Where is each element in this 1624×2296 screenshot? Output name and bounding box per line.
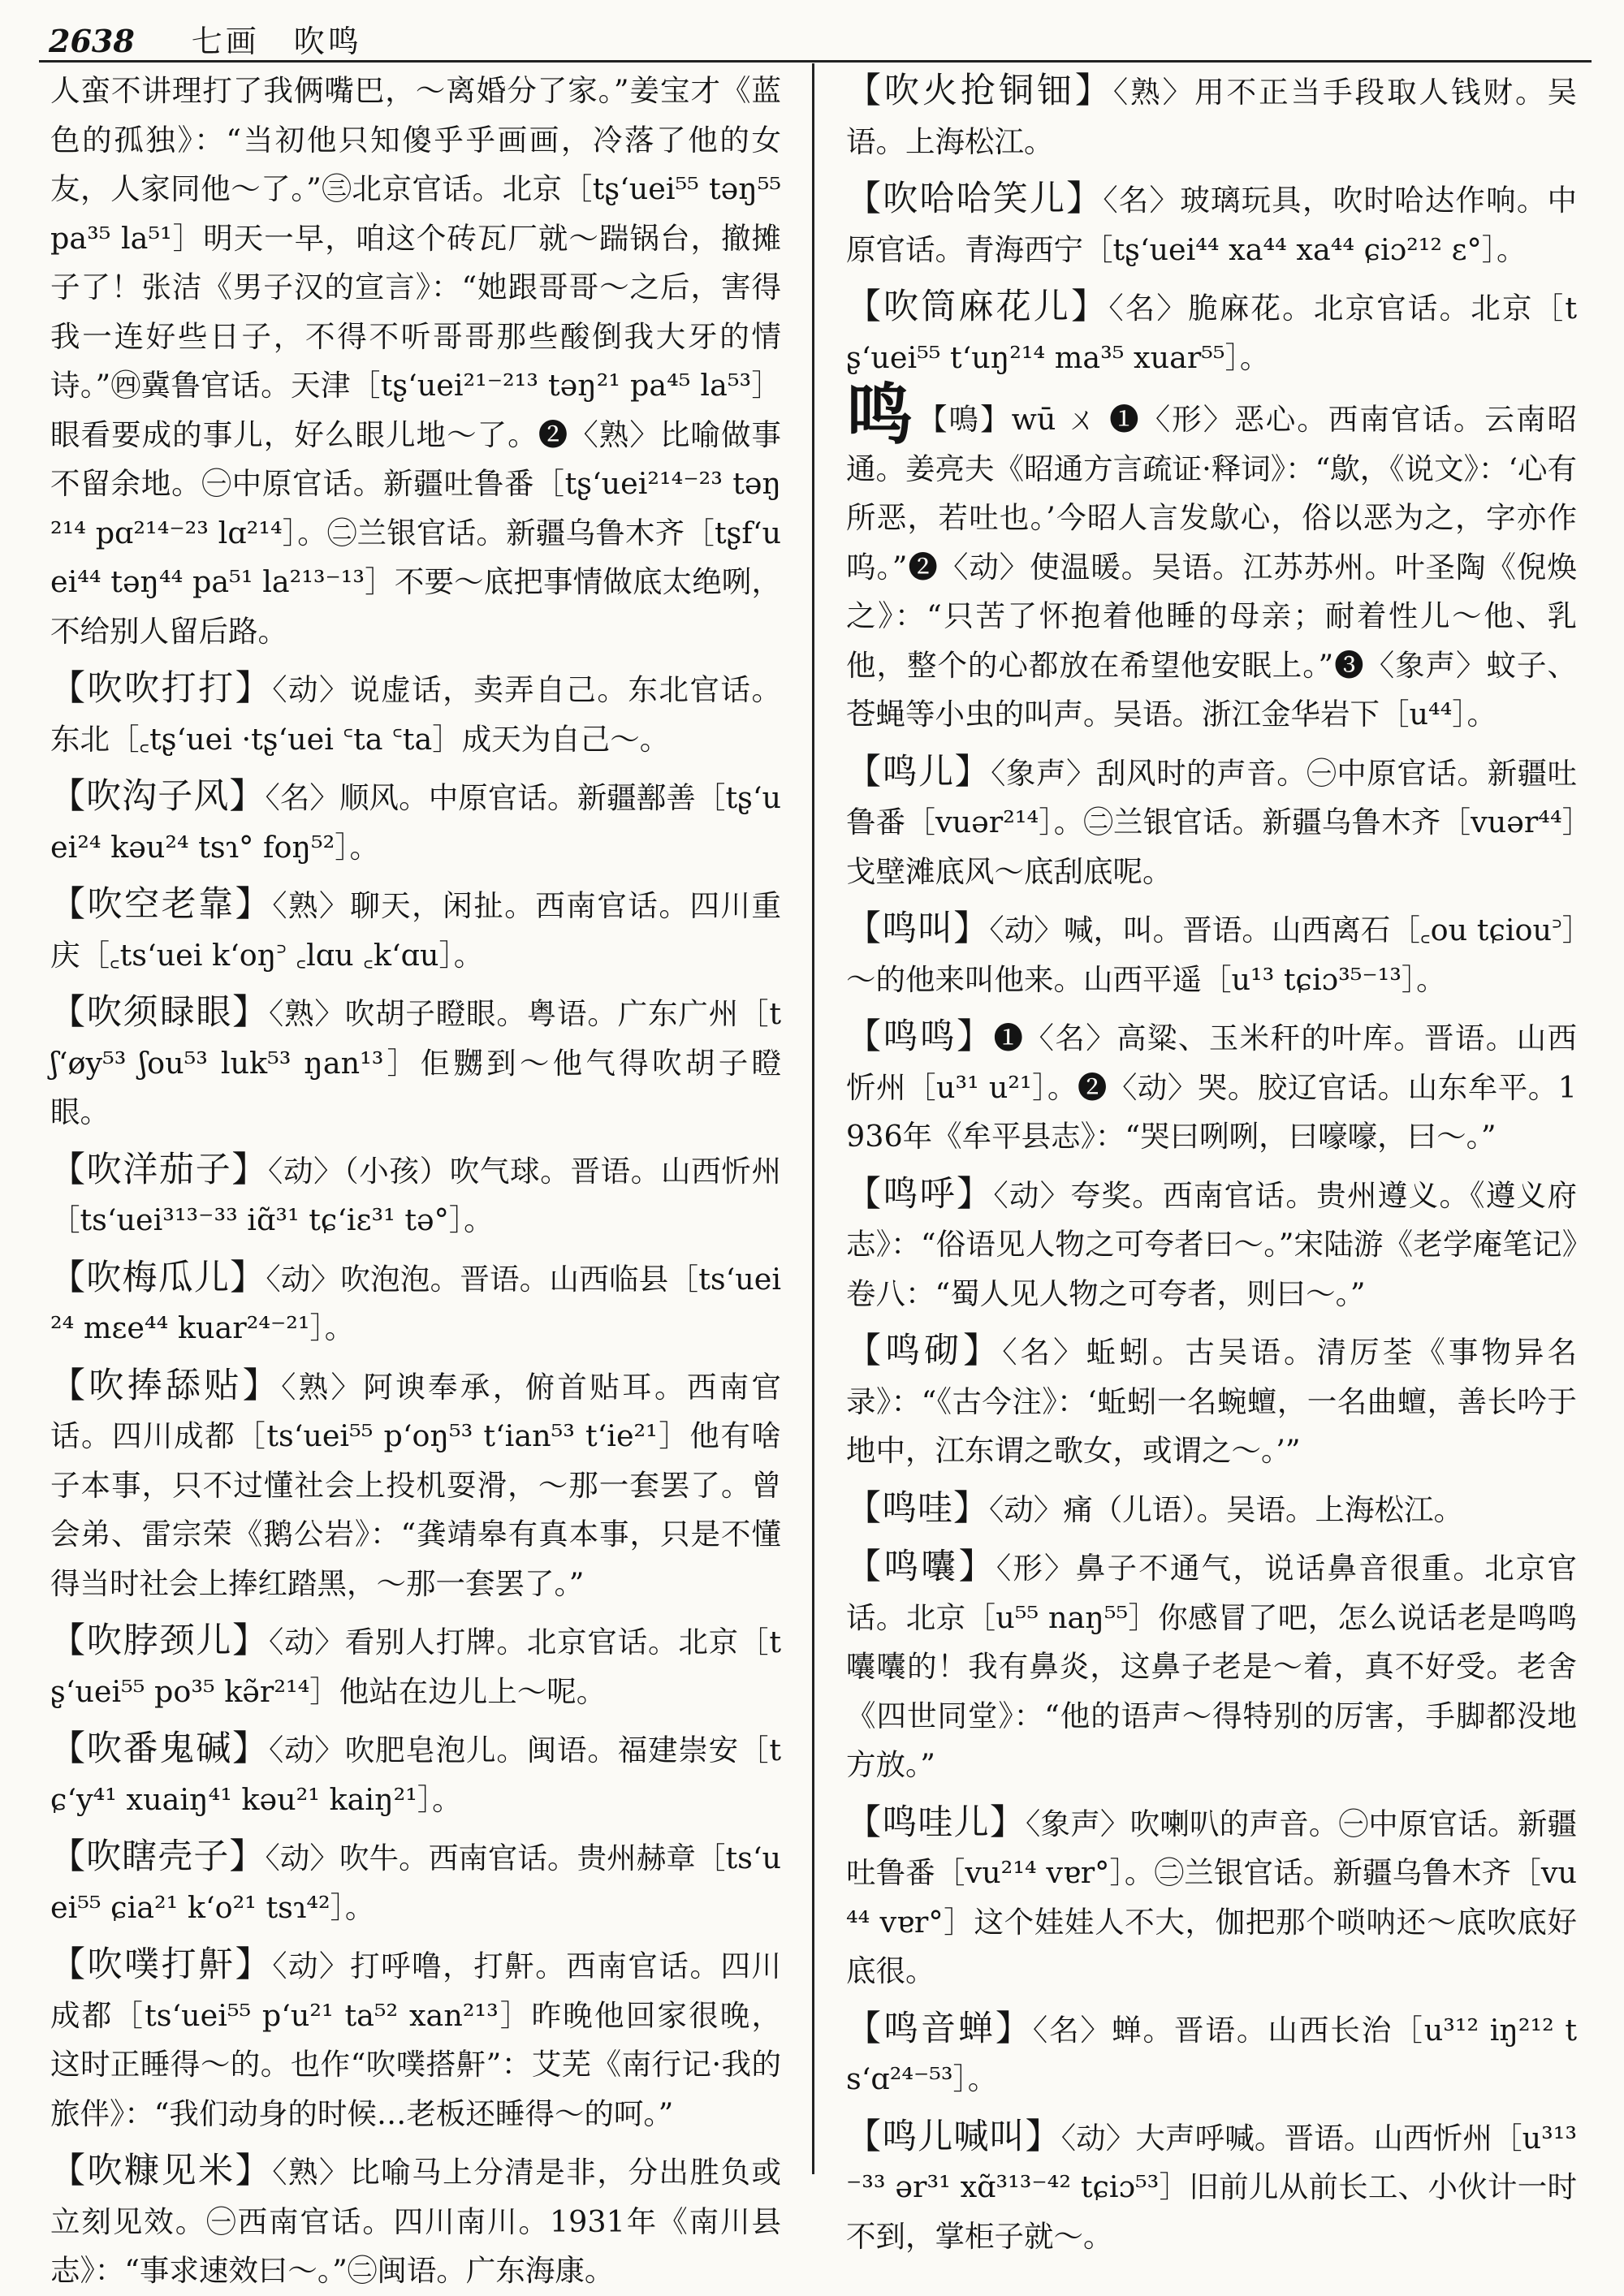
entry-headword: 【鸣叫】 [846, 908, 990, 949]
entry-chuihahaxiaoer [846, 175, 1577, 274]
entry-chuipengtiantie [50, 1362, 781, 1609]
entry-wuhu [846, 1170, 1577, 1319]
entry-text: 〈熟〉用不正当手段取人钱财。吴语。上海松江。 [846, 75, 1578, 159]
entry-headword: 【鸣哇】 [846, 1487, 989, 1529]
entry-text: 〈动〉吹泡泡。晋语。山西临县［ts‘uei²⁴ mɛe⁴⁴ kuar²⁴⁻²¹］。 [50, 1261, 781, 1345]
column-divider [812, 63, 814, 2174]
entry-chuiyangqiezi [50, 1146, 781, 1245]
entry-headword: 【吹火抢铜钿】 [846, 71, 1113, 111]
entry-text: 〈熟〉聊天，闲扯。西南官话。四川重庆［꜀ts‘uei k‘oŋ꜄ ꜀lɑu ꜀k‘ɑu］。 [50, 888, 782, 973]
entry-chuimeiguaer [50, 1254, 781, 1353]
header-rule [39, 60, 1592, 63]
entry-wuwa [846, 1484, 1577, 1535]
entry-chuichuidada [50, 664, 781, 764]
page-number: 2638 [49, 23, 135, 59]
entry-text: 〈动〉喊，叫。晋语。山西离石［꜀ou tɕiou꜄］～的他来叫他来。山西平遥［u¹³ tɕiɔ³⁵⁻¹³］。 [846, 913, 1578, 997]
entry-chuihuoqiangtongtian [846, 67, 1577, 166]
entry-text: 〈动〉痛（儿语）。吴语。上海松江。 [989, 1491, 1463, 1527]
entry-wuerhanjiao [846, 2113, 1577, 2262]
entry-headword: 【吹哈哈笑儿】 [846, 179, 1104, 219]
entry-text: 〈熟〉比喻马上分清是非，分出胜负或立刻见效。㊀西南官话。四川南川。1931年《南川县志》：“事求速效曰～。”㊁闽语。广东海康。 [50, 2155, 782, 2288]
entry-text: 〈动〉吹肥皂泡儿。闽语。福建崇安［tɕ‘y⁴¹ xuaiŋ⁴¹ kəu²¹ kaiŋ²¹］。 [50, 1733, 782, 1817]
entry-chuikangjianmi [50, 2147, 781, 2296]
entry-wuwu [846, 1012, 1577, 1162]
entry-text: 〈名〉蚯蚓。古吴语。清厉荃《事物异名录》：“《古今注》：‘蚯蚓一名蜿蟺，一名曲蟺，善长吟于地中，江东谓之歌女，或谓之～。’” [846, 1335, 1578, 1468]
entry-text: 〈动〉（小孩）吹气球。晋语。山西忻州［ts‘uei³¹³⁻³³ iɑ̃³¹ tɕ‘iɛ³¹ tə°］。 [50, 1153, 782, 1237]
entry-chuixiakezi [50, 1832, 781, 1932]
entry-headword: 【吹沟子风】 [50, 776, 266, 817]
left-column [50, 67, 781, 2296]
entry-headword: 【鸣砌】 [846, 1331, 1003, 1371]
right-column [846, 67, 1577, 2261]
entry-headword: 【鸣囔】 [846, 1547, 996, 1587]
entry-wuqi [846, 1327, 1577, 1476]
entry-text: 〈名〉脆麻花。北京官话。北京［tʂ‘uei⁵⁵ t‘uŋ²¹⁴ ma³⁵ xuar⁵⁵］。 [846, 291, 1578, 375]
entry-chuipudahan [50, 1940, 781, 2138]
entry-headword: 【吹吹打打】 [50, 668, 273, 709]
entry-text: 〈象声〉刮风时的声音。㊀中原官话。新疆吐鲁番［vuər²¹⁴］。㊁兰银官话。新疆乌鲁木齐［vuər⁴⁴］戈壁滩底风～底刮底呢。 [846, 755, 1578, 889]
entry-text: 〈动〉夸奖。西南官话。贵州遵义。《遵义府志》：“俗语见人物之可夸者曰～。”宋陆游《老学庵笔记》卷八：“蜀人见人物之可夸者，则曰～。” [846, 1177, 1578, 1311]
entry-headword: 【吹洋茄子】 [50, 1149, 269, 1190]
entry-text: 〈形〉鼻子不通气，说话鼻音很重。北京官话。北京［u⁵⁵ naŋ⁵⁵］你感冒了吧，怎么说话老是鸣鸣囔囔的！我有鼻炎，这鼻子老是～着，真不好受。老舍《四世同堂》：“他的语声～得特别的厉害，手脚都没地方放。” [846, 1551, 1578, 1782]
entry-text: 〈动〉说虚话，卖弄自己。东北官话。东北［꜀tʂ‘uei ·tʂ‘uei ꜂ta ꜂ta］成天为自己～。 [50, 672, 782, 757]
page-header [49, 16, 362, 59]
entry-headword: 【吹筒麻花儿】 [846, 287, 1109, 327]
entry-headword: 【吹噗打鼾】 [50, 1944, 273, 1985]
entry-headword: 【吹捧舔贴】 [50, 1365, 282, 1406]
entry-headword: 【吹梅瓜儿】 [50, 1257, 266, 1298]
entry-wuer [846, 748, 1577, 897]
entry-headword: 【吹须睩眼】 [50, 992, 269, 1033]
entry-text: 〈名〉玻璃玩具，吹时哈达作响。中原官话。青海西宁［tʂ‘uei⁴⁴ xa⁴⁴ xa⁴⁴ ɕiɔ²¹² ɛ°］。 [846, 183, 1578, 267]
entry-chuikonglaokao [50, 880, 781, 980]
entry-text: 〈动〉大声呼喊。晋语。山西忻州［u³¹³⁻³³ ər³¹ xɑ̃³¹³⁻⁴² tɕiɔ⁵³］旧前儿从前长工、小伙计一时不到，掌柜子就～。 [846, 2120, 1578, 2254]
entry-headword: 【鸣儿】 [846, 751, 991, 792]
entry-text: 人蛮不讲理打了我俩嘴巴，～离婚分了家。”姜宝才《蓝色的孤独》：“当初他只知傻乎乎画画，冷落了他的女友，人家同他～了。”㊂北京官话。北京［tʂ‘uei⁵⁵ təŋ⁵⁵ pa³⁵ la⁵¹］明天一早，咱这个砖瓦厂就～踹锅台，撤摊子了！张洁《男子汉的宣言》：“她跟哥哥～之后，害得我一连好些日子，不得不听哥哥那些酸倒我大牙的情诗。”㊃冀鲁官话。天津［tʂ‘uei²¹⁻²¹³ təŋ²¹ pa⁴⁵ la⁵³］眼看要成的事儿，好么眼儿地～了。❷〈熟〉比喻做事不留余地。㊀中原官话。新疆吐鲁番［tʂ‘uei²¹⁴⁻²³ təŋ²¹⁴ pɑ²¹⁴⁻²³ lɑ²¹⁴］。㊁兰银官话。新疆乌鲁木齐［tʂf‘uei⁴⁴ təŋ⁴⁴ pa⁵¹ la²¹³⁻¹³］不要～底把事情做底太绝咧，不给别人留后路。 [50, 73, 781, 649]
entry-chuitongmahuaer [846, 283, 1577, 382]
entry-headword: 【吹空老靠】 [50, 884, 273, 925]
entry-chuixuluyan [50, 988, 781, 1137]
entry-text: 〈名〉顺风。中原官话。新疆鄯善［tʂ‘uei²⁴ kəu²⁴ tsɿ° foŋ⁵²］。 [50, 780, 782, 865]
entry-text: 〈熟〉阿谀奉承，俯首贴耳。西南官话。四川成都［ts‘uei⁵⁵ p‘oŋ⁵³ t‘ian⁵³ t‘ie²¹］他有啥子本事，只不过懂社会上投机耍滑，～那一套罢了。曾会弟、雷宗荣《鹅公岩》：“龚靖皋有真本事，只是不懂得当时社会上捧红踏黑，～那一套罢了。” [50, 1369, 782, 1601]
entry-headword: 【鸣呼】 [846, 1173, 994, 1215]
entry-wuwaer [846, 1798, 1577, 1996]
entry-text: 【鳴】wū ㄨ ❶〈形〉恶心。西南官话。云南昭通。姜亮夫《昭通方言疏证·释词》：“歍，《说文》：‘心有所恶，若吐也。’今昭人言发歍心，俗以恶为之，字亦作呜。”❷〈动〉使温暖。吴语。江苏苏州。叶圣陶《倪焕之》：“只苦了怀抱着他睡的母亲；耐着性儿～他、乳他，整个的心都放在希望他安眠上。”❸〈象声〉蚊子、苍蝇等小虫的叫声。吴语。浙江金华岩下［u⁴⁴］。 [846, 402, 1577, 732]
entry-headword: 【吹脖颈儿】 [50, 1621, 269, 1661]
entry-text: 〈名〉蝉。晋语。山西长治［u³¹² iŋ²¹² ts‘ɑ²⁴⁻⁵³］。 [846, 2012, 1578, 2096]
entry-continuation [50, 67, 781, 656]
entry-wujiao [846, 904, 1577, 1004]
entry-headword: 【吹瞎壳子】 [50, 1836, 266, 1877]
entry-chuibojinger [50, 1616, 781, 1716]
entry-headword: 【吹番鬼碱】 [50, 1728, 269, 1769]
entry-text: 〈象声〉吹喇叭的声音。㊀中原官话。新疆吐鲁番［vu²¹⁴ vɐr°］。㊁兰银官话。新疆乌鲁木齐［vu⁴⁴ vɐr°］这个娃娃人不大，伽把那个唢呐还～底吹底好底很。 [846, 1806, 1578, 1988]
entry-chuifanguijian [50, 1724, 781, 1824]
entry-headword: 【吹糠见米】 [50, 2151, 273, 2191]
entry-wuyinchan [846, 2005, 1577, 2104]
entry-wunang [846, 1543, 1577, 1790]
entry-headword: 【鸣鸣】 [846, 1016, 994, 1057]
entry-headword: 【鸣哇儿】 [846, 1802, 1026, 1843]
entry-wu-character [846, 376, 1577, 740]
entry-text: 〈动〉吹牛。西南官话。贵州赫章［ts‘uei⁵⁵ ɕia²¹ k‘o²¹ tsɿ⁴²］。 [50, 1841, 782, 1925]
entry-headword: 【鸣音蝉】 [846, 2008, 1033, 2049]
character-headword: 鸣 [846, 376, 915, 454]
entry-text: ❶〈名〉高粱、玉米秆的叶库。晋语。山西忻州［u³¹ u²¹］。❷〈动〉哭。胶辽官话。山东牟平。1936年《牟平县志》：“哭曰咧咧，曰嚎嚎，曰～。” [846, 1021, 1578, 1154]
section-title: 七画 吹鸣 [191, 24, 362, 59]
entry-chuigouzifeng [50, 772, 781, 872]
entry-text: 〈熟〉吹胡子瞪眼。粤语。广东广州［tʃ‘øy⁵³ ʃou⁵³ luk⁵³ ŋan¹³］佢嬲到～他气得吹胡子瞪眼。 [50, 996, 782, 1129]
entry-text: 〈动〉打呼噜，打鼾。西南官话。四川成都［ts‘uei⁵⁵ p‘u²¹ ta⁵² xan²¹³］昨晚他回家很晚，这时正睡得～的。也作“吹噗搭鼾”：艾芜《南行记·我的旅伴》：“我们动身的时候…老板还睡得～的呵。” [50, 1949, 782, 2131]
entry-headword: 【鸣儿喊叫】 [846, 2116, 1061, 2157]
entry-text: 〈动〉看别人打牌。北京官话。北京［tʂ‘uei⁵⁵ po³⁵ kə̃r²¹⁴］他站在边儿上～呢。 [50, 1625, 782, 1709]
